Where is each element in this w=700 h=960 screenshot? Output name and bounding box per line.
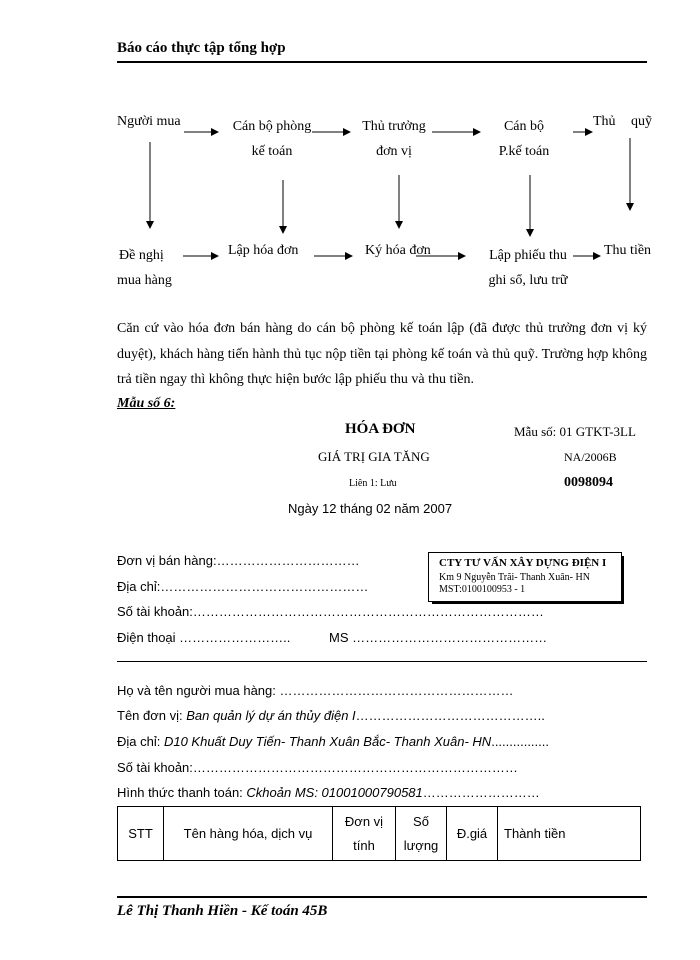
invoice-number: 0098094 bbox=[564, 475, 613, 490]
invoice-subtitle: GIÁ TRỊ GIA TĂNG bbox=[318, 449, 430, 464]
buyer-name: Họ và tên người mua hàng: ……………………………………………… bbox=[117, 683, 514, 698]
col-item-name: Tên hàng hóa, dịch vụ bbox=[164, 807, 333, 861]
buyer-address-label: Địa chỉ: bbox=[117, 734, 164, 749]
flowchart-arrows bbox=[0, 0, 700, 300]
buyer-payment-value: Ckhoản MS: 01001000790581 bbox=[246, 785, 423, 800]
buyer-payment-dots: ……………………… bbox=[422, 785, 540, 800]
buyer-unit-dots: …………………………………….. bbox=[355, 708, 545, 723]
flow-node-accountant-line2: P.kế toán bbox=[498, 144, 550, 159]
col-stt: STT bbox=[118, 807, 164, 861]
col-quantity-line1: Số bbox=[413, 813, 429, 829]
invoice-title: HÓA ĐƠN bbox=[345, 421, 416, 437]
sample-label: Mẫu số 6: bbox=[117, 396, 176, 411]
col-amount: Thành tiền bbox=[498, 807, 641, 861]
seller-unit: Đơn vị bán hàng:…………………………… bbox=[117, 553, 360, 568]
flow-node-accountant-line1: Cán bộ bbox=[503, 119, 545, 134]
col-unit bbox=[333, 807, 396, 861]
buyer-address-dots: ................ bbox=[491, 734, 549, 749]
buyer-unit bbox=[117, 708, 545, 723]
flow-step-sign-invoice: Ký hóa đơn bbox=[365, 243, 431, 258]
invoice-series: NA/2006B bbox=[564, 450, 617, 464]
footer-rule bbox=[117, 896, 647, 898]
flow-node-cashier-word2: quỹ bbox=[631, 114, 652, 129]
seller-tax-code: MS ……………………………………… bbox=[329, 630, 548, 645]
invoice-date: Ngày 12 tháng 02 năm 2007 bbox=[288, 501, 453, 516]
seller-account: Số tài khoản:……………………………………………………………………… bbox=[117, 604, 544, 619]
buyer-payment-label: Hình thức thanh toán: bbox=[117, 785, 247, 800]
flow-node-accounting-staff-line2: kế toán bbox=[251, 144, 293, 159]
buyer-address bbox=[117, 734, 549, 749]
buyer-account: Số tài khoản:………………………………………………………………… bbox=[117, 760, 518, 775]
page-footer: Lê Thị Thanh Hiền - Kế toán 45B bbox=[117, 903, 328, 919]
buyer-unit-label: Tên đơn vị: bbox=[117, 708, 187, 723]
invoice-form-no: Mẫu số: 01 GTKT-3LL bbox=[514, 424, 636, 439]
col-unit-line2: tính bbox=[353, 837, 375, 853]
invoice-copy: Liên 1: Lưu bbox=[349, 478, 397, 489]
flow-step-request-line2: mua hàng bbox=[117, 273, 172, 288]
flow-step-receipt-line2: ghi sổ, lưu trữ bbox=[488, 273, 568, 288]
flow-step-receipt-line1: Lập phiếu thu bbox=[489, 248, 567, 263]
flow-step-create-invoice: Lập hóa đơn bbox=[228, 243, 299, 258]
flow-step-request-line1: Đề nghị bbox=[119, 248, 164, 263]
seller-phone: Điện thoại …………………….. bbox=[117, 630, 291, 645]
stamp-shadow-right bbox=[622, 556, 624, 604]
col-unit-line1: Đơn vị bbox=[344, 813, 384, 829]
col-unit-price: Đ.giá bbox=[447, 807, 498, 861]
col-quantity-line2: lượng bbox=[403, 837, 439, 853]
flow-node-head-line2: đơn vị bbox=[376, 144, 412, 159]
flow-step-collect: Thu tiền bbox=[604, 243, 652, 258]
stamp-company-name: CTY TƯ VẤN XÂY DỰNG ĐIỆN I bbox=[439, 557, 607, 569]
stamp-tax-code: MST:0100100953 - 1 bbox=[439, 584, 526, 595]
flow-node-head-line1: Thủ trưởng bbox=[362, 119, 426, 134]
items-table bbox=[117, 806, 641, 861]
body-paragraph: Căn cứ vào hóa đơn bán hàng do cán bộ phòng kế toán lập (đã được thủ trưởng đơn vị ký duyệt), khách hàng tiến hành thủ tục nộp tiền tại phòng kế toán và thủ quỹ. Trường hợp không trả tiền ngay thì không thực hiện bước lập phiếu thu và thu tiền. bbox=[117, 321, 647, 387]
buyer-address-value: D10 Khuất Duy Tiến- Thanh Xuân Bắc- Thanh Xuân- HN bbox=[163, 734, 492, 749]
col-quantity bbox=[396, 807, 447, 861]
section-divider bbox=[117, 661, 647, 662]
page-header: Báo cáo thực tập tổng hợp bbox=[117, 40, 286, 56]
buyer-unit-value: Ban quản lý dự án thủy điện I bbox=[186, 708, 356, 723]
table-header-row bbox=[118, 807, 641, 861]
flow-node-buyer: Người mua bbox=[117, 114, 181, 129]
stamp-shadow-bottom bbox=[432, 602, 624, 604]
flow-node-accounting-staff-line1: Cán bộ phòng bbox=[232, 119, 312, 134]
stamp-address: Km 9 Nguyễn Trãi- Thanh Xuân- HN bbox=[439, 572, 590, 583]
flow-node-cashier-word1: Thủ bbox=[593, 114, 616, 129]
company-stamp bbox=[428, 552, 622, 602]
seller-address: Địa chỉ:………………………………………… bbox=[117, 579, 369, 594]
buyer-payment bbox=[117, 785, 540, 800]
